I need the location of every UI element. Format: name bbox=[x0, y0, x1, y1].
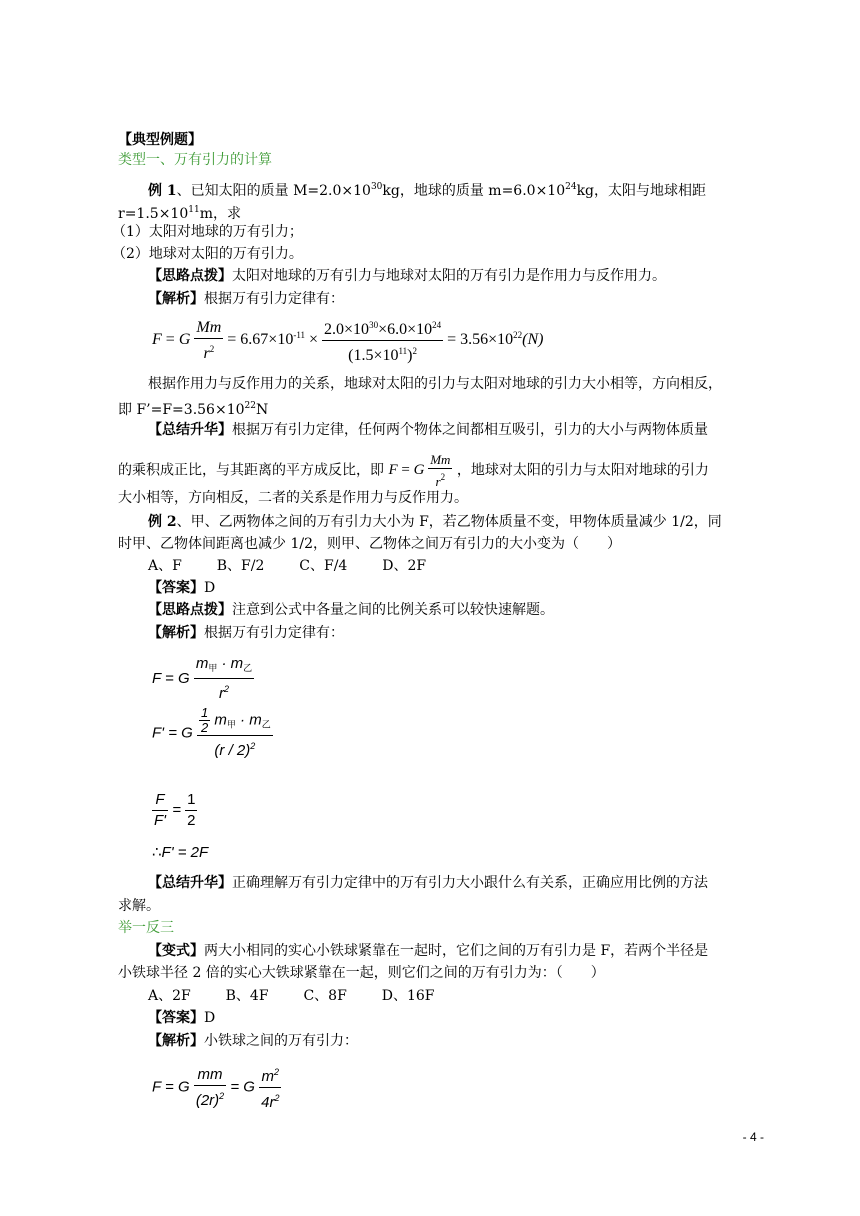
example1-summary-line2: 的乘积成正比，与其距离的平方成反比，即 F = G $\frac{Mm}{r^2}$ ，地球对太阳的引力与太阳对地球的引力 bbox=[118, 452, 709, 489]
type1-heading: 类型一、万有引力的计算 bbox=[118, 152, 272, 168]
example1-para2: 即 $F’=F=3.56\times 10^{22}N$ bbox=[118, 401, 269, 418]
variant-line1: 【变式】两大小相同的实心小铁球紧靠在一起时，它们之间的万有引力是 F，若两个半径是 bbox=[148, 943, 709, 959]
example2-formula-Fprime: F' = G $\frac{1}{2}$ $m_甲 \cdot m_乙$ (r / 2)$^2$ bbox=[152, 705, 271, 759]
example1-equation: F = G $\frac{Mm}{r^2}$ = $6.67\times 10^{-11}$ × $\frac{2.0\times 10^{30}\times 6.0\times 10^{24}}{(1.5\times 10^{11})^2}$ = $3.56\times 10^{22}(N)$ bbox=[152, 315, 543, 366]
example2-summary-line2: 求解。 bbox=[118, 898, 160, 914]
example1-para1: 根据作用力与反作用力的关系，地球对太阳的引力与太阳对地球的引力大小相等，方向相反， bbox=[148, 376, 722, 392]
option-c: C、F/4 bbox=[299, 558, 348, 574]
example2-hint: 【思路点拨】注意到公式中各量之间的比例关系可以较快速解题。 bbox=[148, 602, 554, 618]
example1-label: 例 1 bbox=[148, 183, 177, 199]
example2-line1: 例 2、甲、乙两物体之间的万有引力大小为 F，若乙物体质量不变，甲物体质量减少 1/2，同 bbox=[148, 514, 722, 530]
option-b: B、F/2 bbox=[216, 558, 265, 574]
example1-line2: $r=1.5\times 10^{11}m$，求 bbox=[118, 205, 241, 222]
variant-options bbox=[148, 986, 434, 1006]
variant-option-b: B、4F bbox=[225, 988, 269, 1004]
variant-option-c: C、8F bbox=[303, 988, 347, 1004]
example2-analysis: 【解析】根据万有引力定律有： bbox=[148, 625, 344, 641]
example1-line1: 例 1、已知太阳的质量 $M=2.0\times 10^{30}kg$，地球的质量 $m=6.0\times 10^{24}kg$，太阳与地球相距 bbox=[148, 182, 707, 199]
option-d: D、2F bbox=[382, 558, 427, 574]
example1-analysis: 【解析】根据万有引力定律有： bbox=[148, 291, 344, 307]
example1-question2: （2）地球对太阳的万有引力。 bbox=[112, 246, 303, 262]
example1-question1: （1）太阳对地球的万有引力； bbox=[112, 224, 303, 240]
section-title: 【典型例题】 bbox=[118, 132, 202, 148]
variant-option-d: D、16F bbox=[381, 988, 435, 1004]
variant-answer: 【答案】D bbox=[148, 1010, 216, 1026]
page-number: - 4 - bbox=[742, 1130, 764, 1144]
variant-line2: 小铁球半径 2 倍的实心大铁球紧靠在一起，则它们之间的万有引力为：（ ） bbox=[118, 965, 605, 981]
example2-summary-line1: 【总结升华】正确理解万有引力定律中的万有引力大小跟什么有关系，正确应用比例的方法 bbox=[148, 875, 708, 891]
example2-options bbox=[148, 556, 426, 576]
example1-summary-line3: 大小相等，方向相反，二者的关系是作用力与反作用力。 bbox=[118, 490, 468, 506]
example2-answer: 【答案】D bbox=[148, 580, 216, 596]
example2-therefore: ∴F' = 2F bbox=[152, 844, 209, 861]
variant-heading: 举一反三 bbox=[118, 920, 174, 936]
example2-line2: 时甲、乙物体间距离也减少 1/2，则甲、乙物体之间万有引力的大小变为（ ） bbox=[118, 536, 621, 552]
variant-formula: F = G $\frac{mm}{(2r)^2}$ = G $\frac{m^2}{4r^2}$ bbox=[152, 1062, 281, 1113]
option-a: A、F bbox=[148, 558, 182, 574]
variant-option-a: A、2F bbox=[148, 988, 191, 1004]
example1-hint: 【思路点拨】太阳对地球的万有引力与地球对太阳的万有引力是作用力与反作用力。 bbox=[148, 268, 666, 284]
example2-formula-F: F = G $\frac{m_甲 \cdot m_乙}{r^2}$ bbox=[152, 655, 253, 702]
example1-summary-line1: 【总结升华】根据万有引力定律，任何两个物体之间都相互吸引，引力的大小与两物体质量 bbox=[148, 422, 708, 438]
inline-formula: F = G $\frac{Mm}{r^2}$ bbox=[388, 452, 451, 489]
example2-ratio: $\frac{F}{F'}$ = $\frac{1}{2}$ bbox=[154, 791, 196, 829]
variant-analysis: 【解析】小铁球之间的万有引力： bbox=[148, 1033, 358, 1049]
